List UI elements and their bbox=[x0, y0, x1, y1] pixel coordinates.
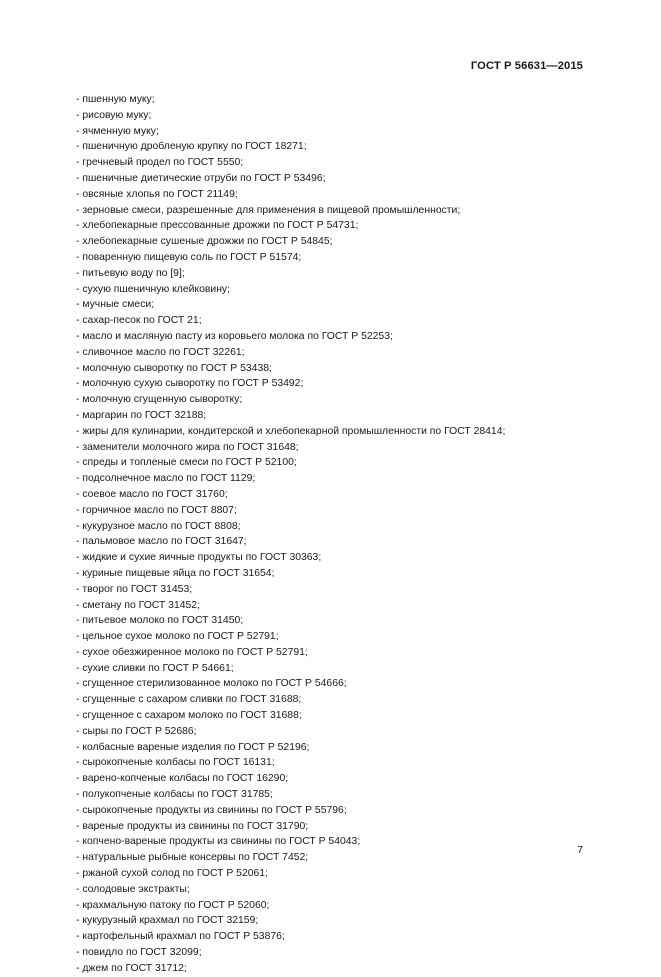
list-item: - кукурузное масло по ГОСТ 8808; bbox=[76, 520, 241, 532]
list-item: - соевое масло по ГОСТ 31760; bbox=[76, 488, 228, 500]
list-item: - полукопченые колбасы по ГОСТ 31785; bbox=[76, 789, 273, 801]
list-item: - маргарин по ГОСТ 32188; bbox=[76, 409, 207, 421]
list-item: - сухую пшеничную клейковину; bbox=[76, 283, 231, 295]
list-item: - мучные смеси; bbox=[76, 299, 155, 311]
list-item: - сгущенное стерилизованное молоко по ГОСТ Р 54666; bbox=[76, 678, 347, 690]
list-item: - картофельный крахмал по ГОСТ Р 53876; bbox=[76, 931, 285, 943]
page-number: 7 bbox=[577, 845, 583, 856]
list-item: - копчено-вареные продукты из свинины по ГОСТ Р 54043; bbox=[76, 836, 361, 848]
list-item: - масло и масляную пасту из коровьего молока по ГОСТ Р 52253; bbox=[76, 330, 393, 342]
list-item: - крахмальную патоку по ГОСТ Р 52060; bbox=[76, 899, 270, 911]
list-item: - колбасные вареные изделия по ГОСТ Р 52196; bbox=[76, 741, 310, 753]
list-item: - сухие сливки по ГОСТ Р 54661; bbox=[76, 662, 234, 674]
list-item: - вареные продукты из свинины по ГОСТ 31790; bbox=[76, 820, 309, 832]
list-item: - цельное сухое молоко по ГОСТ Р 52791; bbox=[76, 631, 279, 643]
list-item: - сухое обезжиренное молоко по ГОСТ Р 52791; bbox=[76, 646, 308, 658]
list-item: - овсяные хлопья по ГОСТ 21149; bbox=[76, 188, 238, 200]
list-item: - питьевую воду по [9]; bbox=[76, 267, 185, 279]
list-item: - ячменную муку; bbox=[76, 125, 159, 137]
list-item: - пшенную муку; bbox=[76, 94, 155, 105]
list-item: - варено-копченые колбасы по ГОСТ 16290; bbox=[76, 773, 289, 785]
list-item: - спреды и топленые смеси по ГОСТ Р 52100; bbox=[76, 457, 297, 469]
list-item: - молочную сгущенную сыворотку; bbox=[76, 394, 243, 406]
list-item: - подсолнечное масло по ГОСТ 1129; bbox=[76, 473, 256, 485]
list-item: - хлебопекарные прессованные дрожжи по ГОСТ Р 54731; bbox=[76, 220, 359, 232]
list-item: - зерновые смеси, разрешенные для применения в пищевой промышленности; bbox=[76, 204, 461, 216]
list-item: - гречневый продел по ГОСТ 5550; bbox=[76, 157, 244, 169]
list-item: - горчичное масло по ГОСТ 8807; bbox=[76, 504, 237, 516]
list-item: - сгущенные с сахаром сливки по ГОСТ 31688; bbox=[76, 694, 302, 706]
list-item: - рисовую муку; bbox=[76, 109, 152, 121]
list-item: - натуральные рыбные консервы по ГОСТ 7452; bbox=[76, 852, 309, 864]
list-item: - пшеничную дробленую крупку по ГОСТ 18271; bbox=[76, 141, 307, 153]
list-item: - сгущенное с сахаром молоко по ГОСТ 31688; bbox=[76, 710, 302, 722]
ingredient-list bbox=[76, 92, 596, 977]
list-item: - питьевое молоко по ГОСТ 31450; bbox=[76, 615, 244, 627]
list-item: - сырокопченые колбасы по ГОСТ 16131; bbox=[76, 757, 275, 769]
list-item: - солодовые экстракты; bbox=[76, 883, 190, 895]
list-item: - сырокопченые продукты из свинины по ГОСТ Р 55796; bbox=[76, 804, 347, 816]
list-item: - поваренную пищевую соль по ГОСТ Р 51574; bbox=[76, 251, 302, 263]
list-item: - пшеничные диетические отруби по ГОСТ Р 53496; bbox=[76, 172, 326, 184]
list-item: - куриные пищевые яйца по ГОСТ 31654; bbox=[76, 567, 275, 579]
list-item: - молочную сухую сыворотку по ГОСТ Р 53492; bbox=[76, 378, 304, 390]
list-item: - сыры по ГОСТ Р 52686; bbox=[76, 725, 197, 737]
list-item: - молочную сыворотку по ГОСТ Р 53438; bbox=[76, 362, 272, 374]
list-item: - сахар-песок по ГОСТ 21; bbox=[76, 315, 202, 327]
list-item: - жиры для кулинарии, кондитерской и хлебопекарной промышленности по ГОСТ 28414; bbox=[76, 425, 506, 437]
list-item: - творог по ГОСТ 31453; bbox=[76, 583, 193, 595]
standard-code-header: ГОСТ Р 56631—2015 bbox=[470, 60, 583, 72]
list-item: - хлебопекарные сушеные дрожжи по ГОСТ Р 54845; bbox=[76, 236, 333, 248]
list-item: - сметану по ГОСТ 31452; bbox=[76, 599, 200, 611]
list-item: - кукурузный крахмал по ГОСТ 32159; bbox=[76, 915, 259, 927]
list-item: - ржаной сухой солод по ГОСТ Р 52061; bbox=[76, 868, 268, 880]
list-item: - джем по ГОСТ 31712; bbox=[76, 962, 187, 974]
list-item: - пальмовое масло по ГОСТ 31647; bbox=[76, 536, 247, 548]
list-item: - заменители молочного жира по ГОСТ 31648; bbox=[76, 441, 299, 453]
list-item: - повидло по ГОСТ 32099; bbox=[76, 947, 202, 959]
list-item: - жидкие и сухие яичные продукты по ГОСТ 30363; bbox=[76, 552, 322, 564]
list-item: - сливочное масло по ГОСТ 32261; bbox=[76, 346, 245, 358]
